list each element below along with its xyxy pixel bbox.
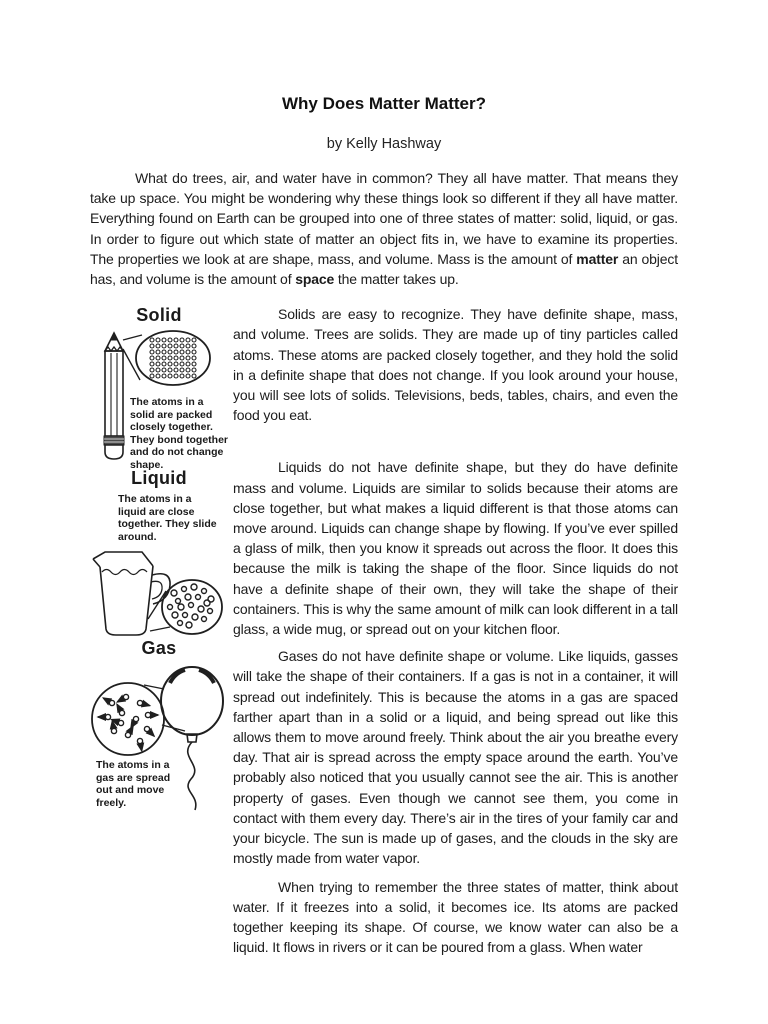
liquid-figure — [90, 467, 228, 637]
solid-heading: Solid — [136, 305, 182, 326]
page-title: Why Does Matter Matter? — [281, 94, 487, 113]
gas-figure — [90, 637, 228, 812]
pitcher-atoms-illustration — [90, 545, 227, 639]
figure-column-spacer — [90, 812, 228, 954]
gas-heading: Gas — [141, 638, 177, 659]
intro-paragraph — [90, 168, 678, 289]
liquid-atom-cluster — [168, 584, 215, 628]
liquid-heading: Liquid — [131, 468, 187, 489]
solids-paragraph: Solids are easy to recognize. They have definite shape, mass, and volume. Trees are solids. They are made up of tiny particles called atoms. These atoms are packed closely together, and they hold the solid in a definite shape that does not change. If you look around your house, you will see lots of solids. Televisions, beds, tables, chairs, and even the food you eat. — [233, 306, 678, 424]
liquid-caption: The atoms in a liquid are close together. They slide around. — [118, 493, 217, 543]
gas-caption: The atoms in a gas are spread out and move freely. — [96, 759, 171, 809]
byline: by Kelly Hashway — [326, 136, 442, 152]
solid-caption: The atoms in a solid are packed closely together. They bond together and do not change shape. — [130, 396, 228, 471]
gases-paragraph: Gases do not have definite shape or volume. Like liquids, gasses will take the shape of their containers. If a gas is not in a container, it will spread out indefinitely. This is because the atoms in a gas are spaced farther apart than in a solid or a liquid, and being spread out like this allows them to move around freely. Think about the air you breathe every day. That air is spread across the empty space around the earth. You’ve probably also noticed that you usually cannot see the air. This is another property of gases. Even though we cannot see them, you come in contact with them every day. There’s air in the tires of your family car and your bicycle. The sun is made up of gases, and the clouds in the sky are mostly made from water vapor. — [233, 648, 678, 867]
liquids-paragraph: Liquids do not have definite shape, but they do have definite mass and volume. Liquids are similar to solids because their atoms are close together, but what makes a liquid different is that those atoms can move around. Liquids can change shape by flowing. If you’ve ever spilled a glass of milk, then you know it spreads out across the floor. It does this because the milk is taking the shape of the floor. Since liquids do not have a definite shape of their own, they will take the shape of their containers. This is why the same amount of milk can look different in a tall glass, a wide mug, or spread out on your kitchen floor. — [233, 459, 678, 638]
water-paragraph: When trying to remember the three states of matter, think about water. If it freezes into a solid, it becomes ice. Its atoms are packed together keeping its shape. Of course, we know water can also be a liquid. It flows in rivers or it can be poured from a glass. When water — [233, 878, 678, 956]
solid-atom-grid — [150, 338, 196, 378]
intro-text: What do trees, air, and water have in common? They all have matter. That means they take up space. You might be wondering why these things look so different if they all have matter. Everything found on Earth can be grouped into one of three states of matter: solid, liquid, or gas. In order to figure out which state of matter an object fits in, we have to examine its properties. The properties we look at are shape, mass, and volume. Mass is the amount of — [90, 170, 678, 267]
gas-atom-cluster — [98, 695, 158, 751]
illustrated-section — [90, 304, 678, 957]
intro-bold-matter: matter — [576, 250, 619, 267]
intro-text-2: an object has, and volume is the amount of — [90, 250, 678, 288]
figure-column — [90, 304, 228, 954]
solid-figure — [90, 304, 228, 471]
intro-bold-space: space — [295, 271, 335, 288]
intro-text-3: the matter takes up. — [334, 271, 459, 288]
